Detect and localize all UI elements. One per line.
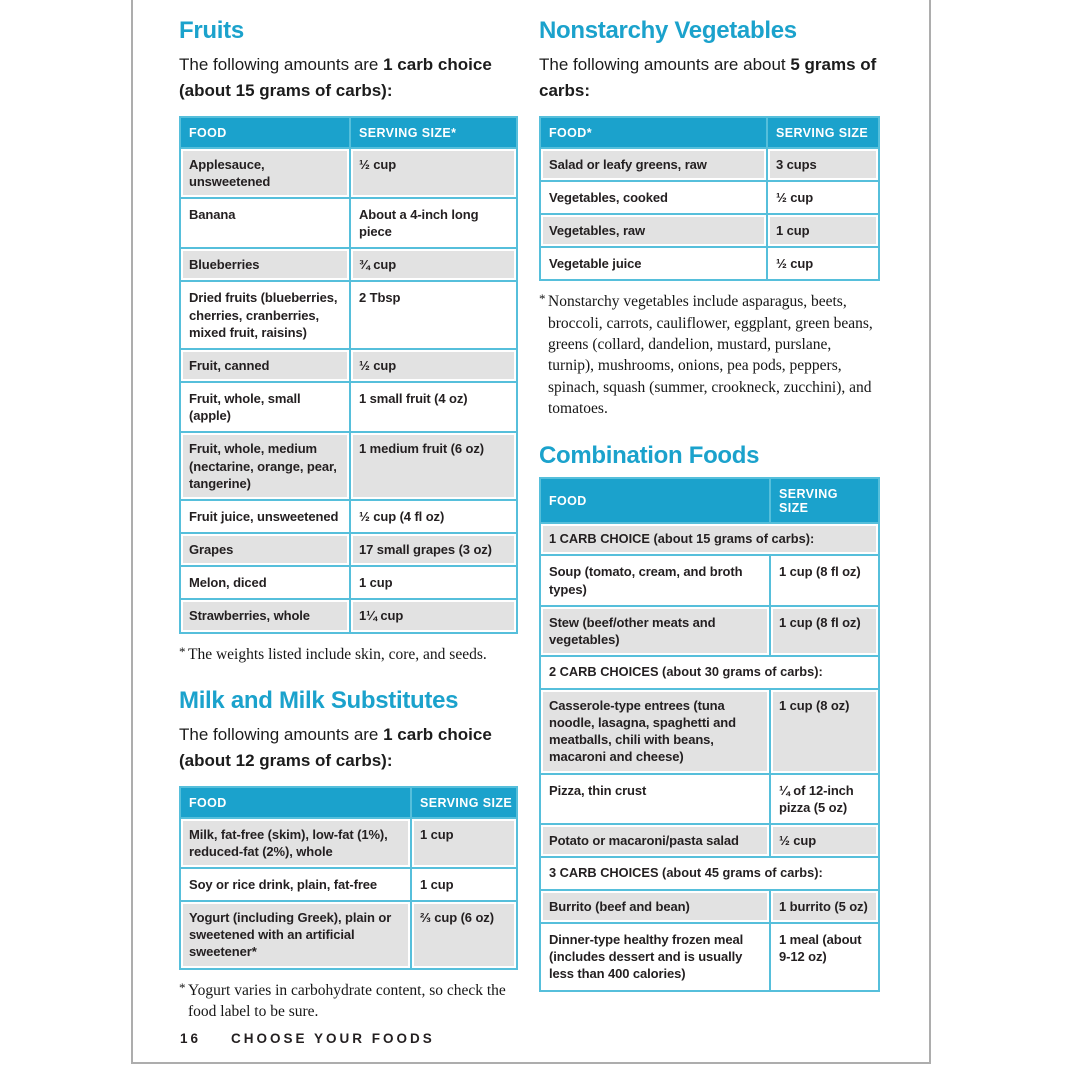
fruits-intro-bold: 1 carb choice (about 15 grams of carbs): [179,55,492,101]
serving-size-cell: ⅔ cup (6 oz) [411,901,517,968]
right-column [539,17,880,1044]
food-cell: Burrito (beef and bean) [540,890,770,923]
food-cell: Vegetables, raw [540,214,767,247]
fruits-table [179,116,518,634]
vegetables-table [539,116,880,282]
serving-size-cell: 1 small fruit (4 oz) [350,382,517,432]
milk-footnote [179,980,518,1023]
serving-size-cell: 1 cup (8 oz) [770,689,879,774]
serving-size-cell: 1 cup [411,818,517,868]
food-cell: Potato or macaroni/pasta salad [540,824,770,857]
food-cell: Strawberries, whole [180,599,350,632]
table-row [180,901,517,968]
milk-table-header-row [180,787,517,818]
milk-table [179,786,518,970]
left-column [179,17,518,1044]
milk-footnote-text: Yogurt varies in carbohydrate content, so check the food label to be sure. [188,981,506,1020]
food-cell: Casserole-type entrees (tuna noodle, lasagna, spaghetti and meatballs, chili with beans, macaroni and cheese) [540,689,770,774]
food-cell: Yogurt (including Greek), plain or sweetened with an artificial sweetener* [180,901,411,968]
combination-table [539,477,880,992]
table-row [540,214,879,247]
serving-size-cell: ½ cup [767,247,879,280]
carb-choice-subheader: 3 CARB CHOICES (about 45 grams of carbs): [540,857,879,890]
carb-choice-subheader: 2 CARB CHOICES (about 30 grams of carbs): [540,656,879,689]
food-cell: Vegetable juice [540,247,767,280]
serving-size-column-header: SERVING SIZE [770,478,879,523]
table-row [540,555,879,605]
milk-intro-bold: 1 carb choice (about 12 grams of carbs): [179,724,492,771]
footer-title: CHOOSE YOUR FOODS [231,1031,435,1046]
table-row [180,533,517,566]
table-row [180,868,517,901]
serving-size-cell: ½ cup (4 fl oz) [350,500,517,533]
food-cell: Melon, diced [180,566,350,599]
combination-heading: Combination Foods [539,441,760,469]
food-cell: Pizza, thin crust [540,774,770,824]
food-cell: Banana [180,198,350,248]
food-cell: Salad or leafy greens, raw [540,148,767,181]
food-column-header: FOOD [540,478,770,523]
table-row [540,923,879,990]
page-number: 16 [180,1031,202,1046]
table-row [180,818,517,868]
table-row [180,248,517,281]
page-footer [180,1031,435,1046]
serving-size-cell: 1 cup [411,868,517,901]
food-column-header: FOOD [180,117,350,148]
table-row [180,566,517,599]
table-row [540,148,879,181]
milk-intro-normal: The following amounts are [179,724,384,744]
table-row [180,349,517,382]
fruits-intro-normal: The following amounts are [179,55,384,74]
page-content [179,17,880,1044]
table-row [180,500,517,533]
carb-choice-subheader-row [540,656,879,689]
book-page [131,0,931,1064]
table-row [540,247,879,280]
section-nonstarchy-vegetables [539,17,880,420]
section-fruits [179,17,518,665]
serving-size-cell: ¾ cup [350,248,517,281]
carb-choice-subheader: 1 CARB CHOICE (about 15 grams of carbs): [540,523,879,556]
food-cell: Blueberries [180,248,350,281]
milk-intro [179,722,518,775]
food-column-header: FOOD [180,787,411,818]
food-cell: Soup (tomato, cream, and broth types) [540,555,770,605]
serving-size-cell: ½ cup [350,349,517,382]
vegetables-intro-bold: 5 grams of carbs: [539,55,877,101]
food-cell: Fruit, canned [180,349,350,382]
table-row [180,198,517,248]
food-cell: Fruit, whole, small (apple) [180,382,350,432]
table-row [540,181,879,214]
table-row [180,281,517,348]
fruits-footnote [179,644,518,665]
serving-size-cell: ½ cup [350,148,517,198]
combination-table-header-row [540,478,879,523]
table-row [540,774,879,824]
table-row [180,148,517,198]
food-cell: Stew (beef/other meats and vegetables) [540,606,770,656]
serving-size-column-header: SERVING SIZE [767,117,879,148]
table-row [540,824,879,857]
serving-size-cell: ½ cup [767,181,879,214]
food-column-header: FOOD* [540,117,767,148]
milk-heading: Milk and Milk Substitutes [179,686,459,714]
serving-size-cell: 1 cup [350,566,517,599]
serving-size-cell: ½ cup [770,824,879,857]
serving-size-cell: 2 Tbsp [350,281,517,348]
serving-size-cell: 1 burrito (5 oz) [770,890,879,923]
serving-size-column-header: SERVING SIZE* [350,117,517,148]
serving-size-cell: 1 medium fruit (6 oz) [350,432,517,499]
vegetables-intro [539,52,880,105]
serving-size-cell: 1 cup (8 fl oz) [770,555,879,605]
serving-size-cell: 3 cups [767,148,879,181]
food-cell: Grapes [180,533,350,566]
fruits-table-header-row [180,117,517,148]
vegetables-heading: Nonstarchy Vegetables [539,17,797,44]
food-cell: Dried fruits (blueberries, cherries, cranberries, mixed fruit, raisins) [180,281,350,348]
table-row [540,689,879,774]
footnote-asterisk: * [179,979,186,995]
food-cell: Applesauce, unsweetened [180,148,350,198]
table-row [180,432,517,499]
vegetables-intro-normal: The following amounts are about [539,55,791,74]
food-cell: Soy or rice drink, plain, fat-free [180,868,411,901]
serving-size-cell: 1¼ cup [350,599,517,632]
section-combination-foods [539,442,880,992]
serving-size-cell: 1 cup [767,214,879,247]
serving-size-cell: About a 4-inch long piece [350,198,517,248]
footnote-asterisk: * [539,291,546,307]
serving-size-cell: 1 meal (about 9-12 oz) [770,923,879,990]
carb-choice-subheader-row [540,857,879,890]
serving-size-cell: ¼ of 12-inch pizza (5 oz) [770,774,879,824]
fruits-footnote-text: The weights listed include skin, core, and seeds. [188,645,487,663]
food-cell: Vegetables, cooked [540,181,767,214]
fruits-heading: Fruits [179,17,244,44]
food-cell: Milk, fat-free (skim), low-fat (1%), reduced-fat (2%), whole [180,818,411,868]
serving-size-column-header: SERVING SIZE [411,787,517,818]
food-cell: Fruit, whole, medium (nectarine, orange, pear, tangerine) [180,432,350,499]
fruits-intro [179,52,518,105]
food-cell: Fruit juice, unsweetened [180,500,350,533]
serving-size-cell: 17 small grapes (3 oz) [350,533,517,566]
table-row [180,382,517,432]
table-row [540,606,879,656]
section-milk [179,687,518,1022]
table-row [180,599,517,632]
carb-choice-subheader-row [540,523,879,556]
vegetables-table-header-row [540,117,879,148]
table-row [540,890,879,923]
food-cell: Dinner-type healthy frozen meal (includes dessert and is usually less than 400 calories) [540,923,770,990]
footnote-asterisk: * [179,643,186,659]
vegetables-footnote-text: Nonstarchy vegetables include asparagus, beets, broccoli, carrots, cauliflower, eggplant, green beans, greens (collard, dandelion, mustard, purslane, turnip), mushrooms, onions, pea pods, peppers, spinach, squash (summer, crookneck, zucchini), and tomatoes. [548,293,873,418]
serving-size-cell: 1 cup (8 fl oz) [770,606,879,656]
vegetables-footnote [539,291,880,419]
